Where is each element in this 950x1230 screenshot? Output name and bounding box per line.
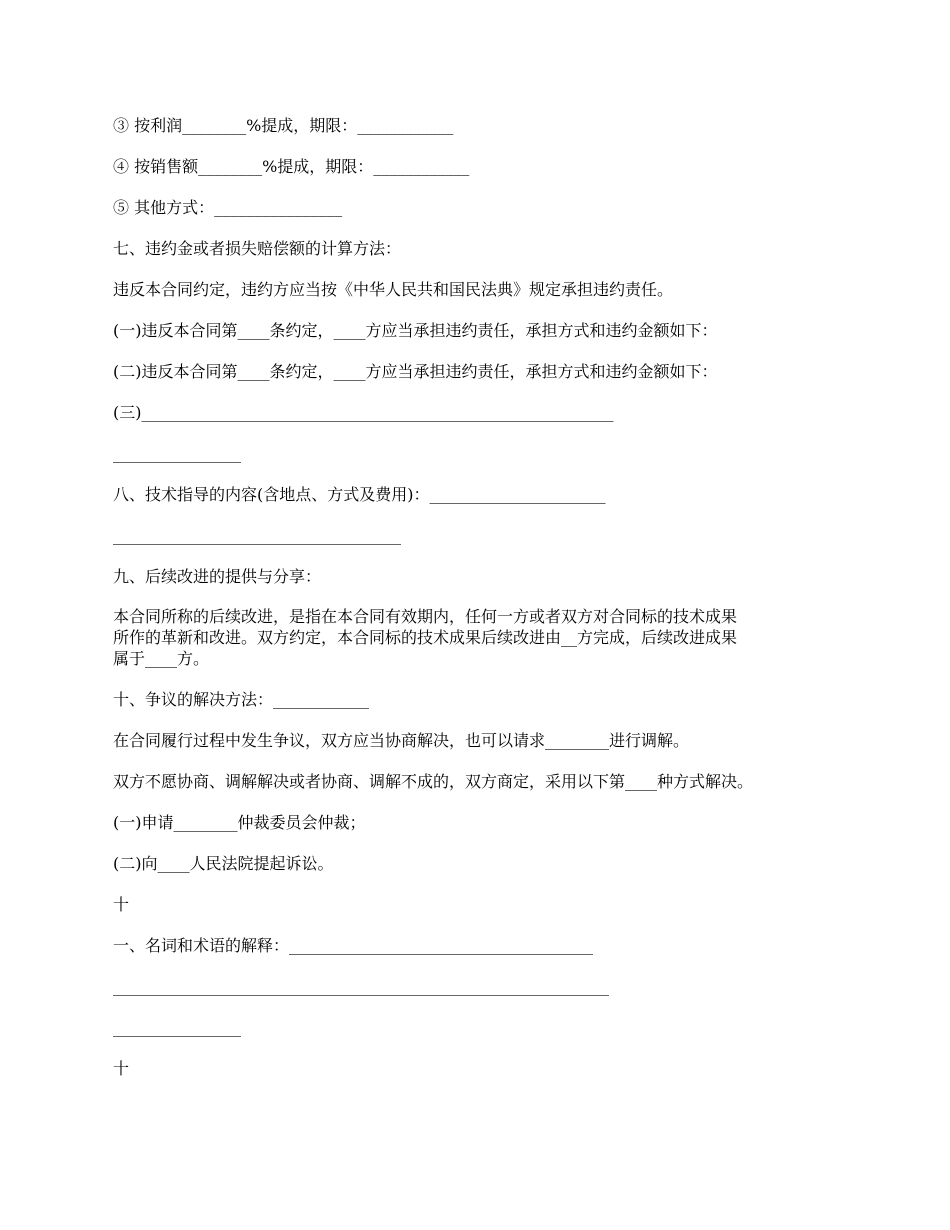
paragraph-line: 属于____方。 [113, 649, 210, 668]
resolution-choice-line: 双方不愿协商、调解解决或者协商、调解不成的，双方商定，采用以下第____种方式解决。 [113, 772, 754, 791]
blank-line: ________________ [113, 444, 241, 463]
breach-item-1: (一)违反本合同第____条约定，____方应当承担违约责任，承担方式和违约金额如下： [113, 321, 718, 340]
terms-definition-heading: 一、名词和术语的解释：______________________________________ [113, 936, 594, 955]
section-12-prefix: 十 [113, 1059, 130, 1078]
blank-line: ____________________________________ [113, 526, 401, 545]
mediation-line: 在合同履行过程中发生争议，双方应当协商解决，也可以请求________进行调解。 [113, 731, 690, 750]
commission-sales-line: ④ 按销售额________%提成，期限：____________ [113, 157, 470, 176]
paragraph-line: 本合同所称的后续改进，是指在本合同有效期内，任何一方或者双方对合同标的技术成果 [113, 607, 738, 626]
blank-line: ________________ [113, 1018, 241, 1037]
arbitration-option: (一)申请________仲裁委员会仲裁； [113, 813, 366, 832]
litigation-option: (二)向____人民法院提起诉讼。 [113, 854, 334, 873]
section-9-heading: 九、后续改进的提供与分享： [113, 567, 322, 586]
paragraph-line: 所作的革新和改进。双方约定，本合同标的技术成果后续改进由__方完成，后续改进成果 [113, 628, 738, 647]
breach-item-3: (三)___________________________________________________________ [113, 403, 614, 422]
breach-item-2: (二)违反本合同第____条约定，____方应当承担违约责任，承担方式和违约金额如下： [113, 362, 718, 381]
other-method-line: ⑤ 其他方式：________________ [113, 198, 343, 217]
breach-statement: 违反本合同约定，违约方应当按《中华人民共和国民法典》规定承担违约责任。 [113, 280, 674, 299]
section-10-heading: 十、争议的解决方法：____________ [113, 690, 370, 709]
blank-line: ______________________________________________________________ [113, 977, 609, 996]
section-11-prefix: 十 [113, 895, 130, 914]
commission-profit-line: ③ 按利润________%提成，期限：____________ [113, 116, 454, 135]
section-7-heading: 七、违约金或者损失赔偿额的计算方法： [113, 239, 402, 258]
improvement-paragraph [113, 606, 853, 669]
section-8-heading: 八、技术指导的内容(含地点、方式及费用)：______________________ [113, 485, 606, 504]
